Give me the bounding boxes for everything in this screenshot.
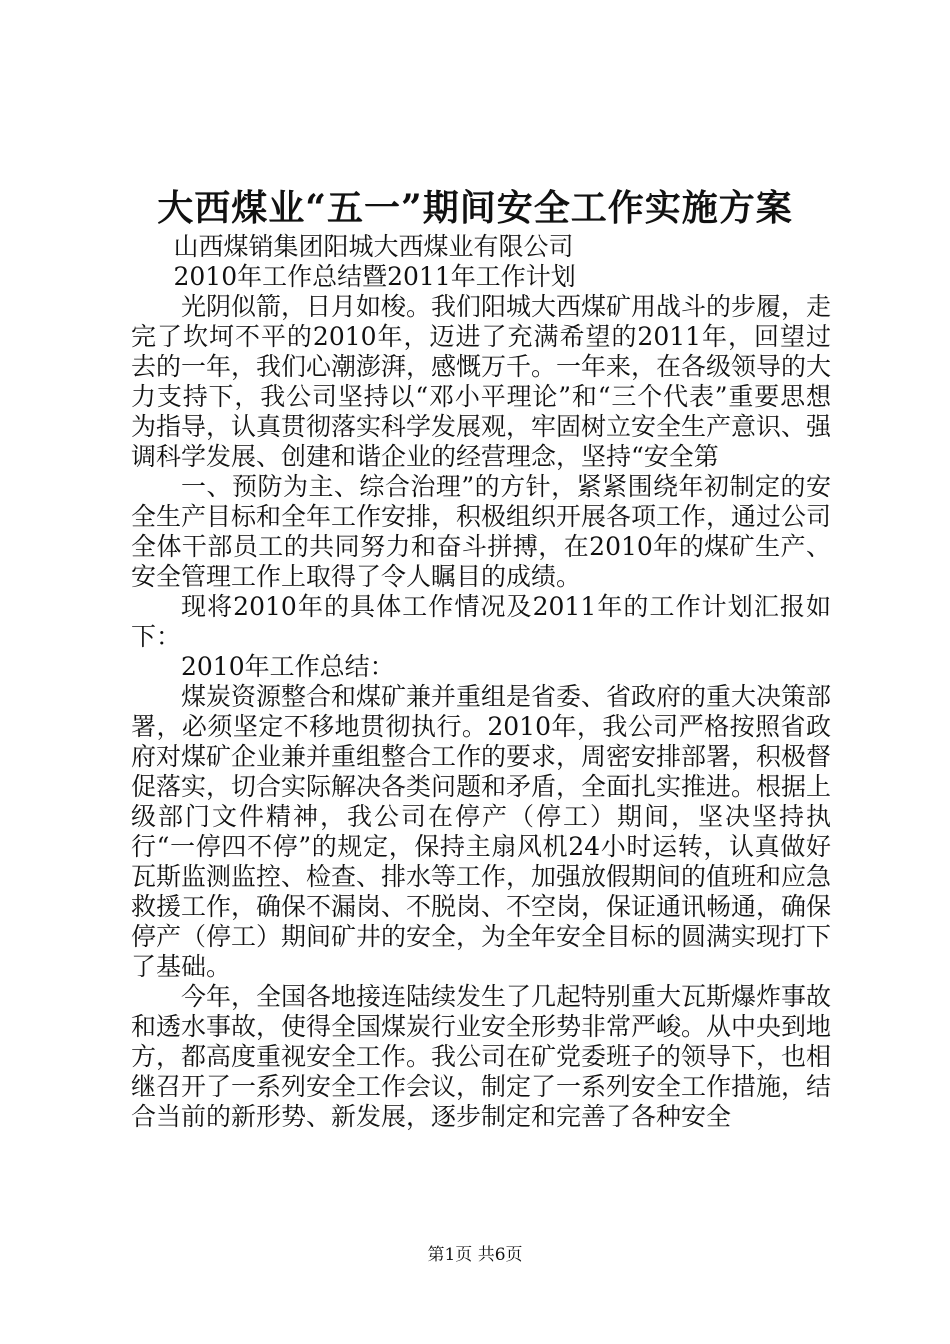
paragraph: 光阴似箭，日月如梭。我们阳城大西煤矿用战斗的步履，走完了坎坷不平的2010年，迈进了充满希望的2011年，回望过去的一年，我们心潮澎湃，感慨万千。一年来，在各级领导的大力支持下，我公司坚持以“邓小平理论”和“三个代表”重要思想为指导，认真贯彻落实科学发展观，牢固树立安全生产意识、强调科学发展、创建和谐企业的经营理念，坚持“安全第 [131,292,832,471]
subtitle-report: 2010年工作总结暨2011年工作计划 [173,262,576,291]
paragraph: 现将2010年的具体工作情况及2011年的工作计划汇报如下： [131,592,831,651]
document-body [131,232,831,1132]
document-title: 大西煤业“五一”期间安全工作实施方案 [157,187,793,229]
section-heading: 2010年工作总结： [181,652,395,681]
paragraph: 煤炭资源整合和煤矿兼并重组是省委、省政府的重大决策部署，必须坚定不移地贯彻执行。2010年，我公司严格按照省政府对煤矿企业兼并重组整合工作的要求，周密安排部署，积极督促落实，切合实际解决各类问题和矛盾，全面扎实推进。根据上级部门文件精神，我公司在停产（停工）期间，坚决坚持执行“一停四不停”的规定，保持主扇风机24小时运转，认真做好瓦斯监测监控、检查、排水等工作，加强放假期间的值班和应急救援工作，确保不漏岗、不脱岗、不空岗，保证通讯畅通，确保停产（停工）期间矿井的安全，为全年安全目标的圆满实现打下了基础。 [131,682,832,981]
subtitle-company: 山西煤销集团阳城大西煤业有限公司 [173,232,574,261]
paragraph: 今年，全国各地接连陆续发生了几起特别重大瓦斯爆炸事故和透水事故，使得全国煤炭行业安全形势非常严峻。从中央到地方，都高度重视安全工作。我公司在矿党委班子的领导下，也相继召开了一系列安全工作会议，制定了一系列安全工作措施，结合当前的新形势、新发展，逐步制定和完善了各种安全 [131,982,832,1131]
paragraph: 一、预防为主、综合治理”的方针，紧紧围绕年初制定的安全生产目标和全年工作安排，积极组织开展各项工作，通过公司全体干部员工的共同努力和奋斗拼搏，在2010年的煤矿生产、安全管理工作上取得了令人瞩目的成绩。 [131,472,832,591]
page-number-footer: 第1页 共6页 [427,1245,523,1265]
